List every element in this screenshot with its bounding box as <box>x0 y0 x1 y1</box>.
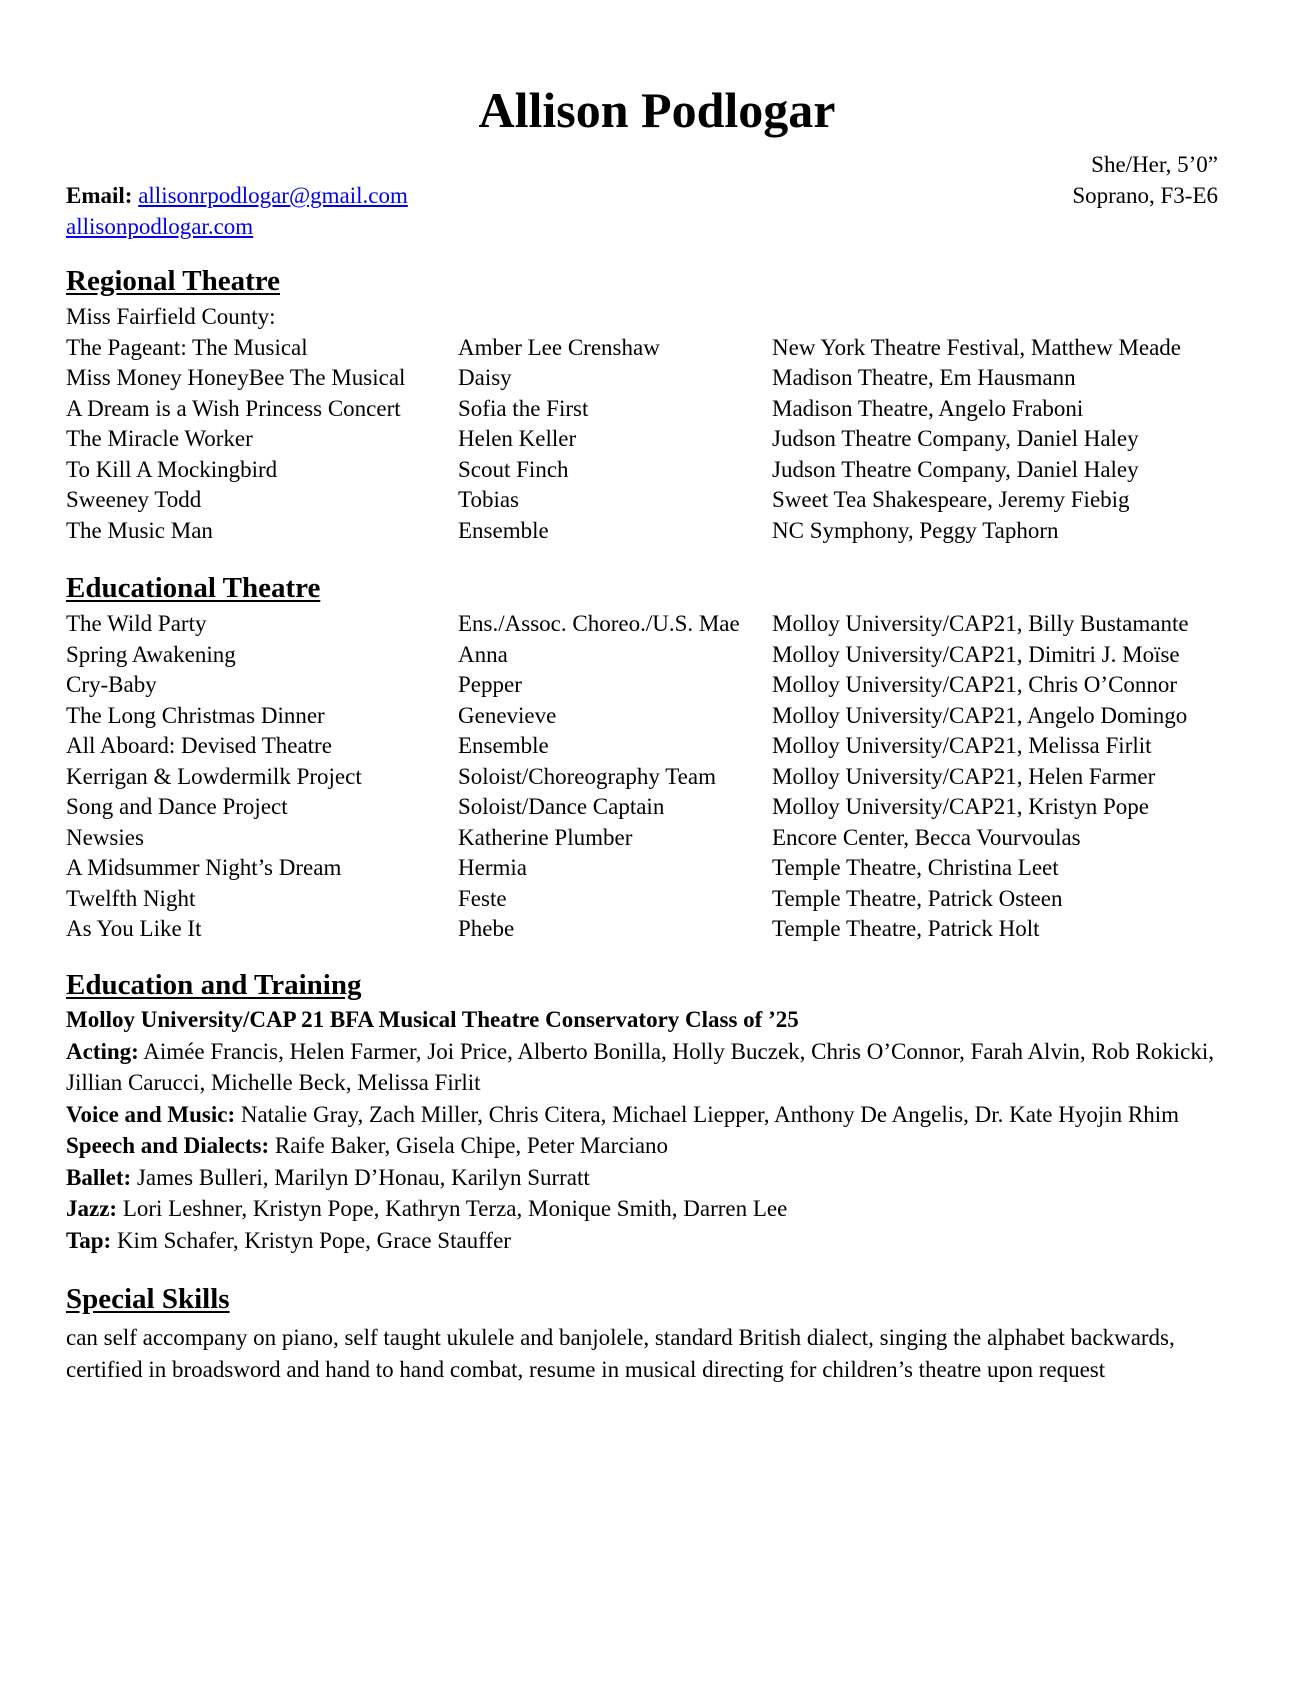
credit-row <box>66 823 1256 854</box>
show-title: The Long Christmas Dinner <box>66 702 325 728</box>
show-title: The Pageant: The Musical <box>66 334 308 360</box>
company-director: NC Symphony, Peggy Taphorn <box>772 517 1059 543</box>
resume-name: Allison Podlogar <box>478 82 836 138</box>
training-label: Voice and Music: <box>66 1101 236 1127</box>
show-title: Spring Awakening <box>66 641 236 667</box>
training-teachers: Aimée Francis, Helen Farmer, Joi Price, Alberto Bonilla, Holly Buczek, Chris O’Connor, Farah Alvin, Rob Rokicki, Jillian Carucci, Michelle Beck, Melissa Firlit <box>66 1038 1214 1095</box>
company-director: Molloy University/CAP21, Helen Farmer <box>772 763 1156 789</box>
show-title: Song and Dance Project <box>66 794 288 819</box>
show-title: The Music Man <box>66 517 213 543</box>
training-label: Tap: <box>66 1227 112 1253</box>
training-label: Jazz: <box>66 1196 118 1221</box>
company-director: Temple Theatre, Patrick Holt <box>772 916 1040 941</box>
section-title: Regional Theatre <box>66 265 281 297</box>
website-link[interactable]: allisonpodlogar.com <box>66 214 254 239</box>
educational-theatre-section <box>66 569 1256 945</box>
role-name: Helen Keller <box>458 426 577 451</box>
role-name: Soloist/Choreography Team <box>458 763 716 789</box>
credit-row <box>66 485 1256 516</box>
show-title: Sweeney Todd <box>66 487 202 512</box>
section-title: Special Skills <box>66 1283 230 1315</box>
company-director: Encore Center, Becca Vourvoulas <box>772 824 1081 850</box>
show-title: The Miracle Worker <box>66 426 253 451</box>
company-director: Judson Theatre Company, Daniel Haley <box>772 426 1139 451</box>
role-name: Tobias <box>458 487 519 512</box>
training-line <box>66 1130 1256 1162</box>
show-title: To Kill A Mockingbird <box>66 456 278 482</box>
email-line <box>66 180 408 211</box>
company-director: Madison Theatre, Em Hausmann <box>772 365 1076 390</box>
training-line <box>66 1162 1256 1194</box>
section-title: Education and Training <box>66 969 362 1001</box>
credit-row <box>66 363 1256 394</box>
educational-credits <box>66 609 1256 945</box>
credit-row <box>66 731 1256 762</box>
role-name: Katherine Plumber <box>458 824 633 850</box>
company-director: Madison Theatre, Angelo Fraboni <box>772 395 1084 421</box>
training-teachers: Lori Leshner, Kristyn Pope, Kathryn Terza, Monique Smith, Darren Lee <box>117 1196 788 1221</box>
company-director: Temple Theatre, Christina Leet <box>772 855 1059 880</box>
role-name: Sofia the First <box>458 395 589 421</box>
training-label: Speech and Dialects: <box>66 1133 270 1158</box>
degree: Molloy University/CAP 21 BFA Musical Theatre Conservatory Class of ’25 <box>66 1007 799 1032</box>
role-name: Phebe <box>458 916 515 941</box>
credit-row <box>66 333 1256 364</box>
role-name: Hermia <box>458 855 527 880</box>
company-director: Sweet Tea Shakespeare, Jeremy Fiebig <box>772 487 1130 512</box>
credit-row <box>66 609 1256 640</box>
credit-row <box>66 670 1256 701</box>
contact-info <box>66 180 408 242</box>
role-name: Ensemble <box>458 517 549 543</box>
show-title: A Midsummer Night’s Dream <box>66 855 342 880</box>
website-line <box>66 211 408 242</box>
show-title: Cry-Baby <box>66 672 157 697</box>
company-director: Molloy University/CAP21, Dimitri J. Moïse <box>772 641 1180 667</box>
show-title: Twelfth Night <box>66 885 196 911</box>
education-section <box>66 966 1256 1256</box>
degree-line <box>66 1004 1256 1036</box>
role-name: Feste <box>458 885 507 911</box>
skills-section <box>66 1280 1256 1386</box>
company-director: Temple Theatre, Patrick Osteen <box>772 885 1063 911</box>
training-line <box>66 1225 1256 1257</box>
credit-row <box>66 394 1256 425</box>
company-director: New York Theatre Festival, Matthew Meade <box>772 334 1182 360</box>
company-director: Judson Theatre Company, Daniel Haley <box>772 456 1139 482</box>
pronouns-height: She/Her, 5’0” <box>1091 152 1218 177</box>
training-label: Acting: <box>66 1038 139 1064</box>
company-director: Molloy University/CAP21, Billy Bustamante <box>772 611 1189 636</box>
vitals <box>1072 149 1218 211</box>
show-title: Miss Money HoneyBee The Musical <box>66 365 406 390</box>
show-title: The Wild Party <box>66 611 207 636</box>
company-director: Molloy University/CAP21, Melissa Firlit <box>772 733 1152 758</box>
show-title: Kerrigan & Lowdermilk Project <box>66 763 362 789</box>
role-name: Soloist/Dance Captain <box>458 794 665 819</box>
training-teachers: James Bulleri, Marilyn D’Honau, Karilyn Surratt <box>131 1164 590 1190</box>
voice-range: Soprano, F3-E6 <box>1072 183 1218 208</box>
credit-row <box>66 516 1256 547</box>
credit-row <box>66 884 1256 915</box>
role-name: Ensemble <box>458 733 549 758</box>
show-title: Newsies <box>66 824 144 850</box>
role-name: Pepper <box>458 672 522 697</box>
training-label: Ballet: <box>66 1164 132 1190</box>
show-title: As You Like It <box>66 916 202 941</box>
training-line <box>66 1099 1256 1131</box>
show-title: All Aboard: Devised Theatre <box>66 733 332 758</box>
skills-text: can self accompany on piano, self taught ukulele and banjolele, standard British dialect, singing the alphabet backwards, certified in broadsword and hand to hand combat, resume in musical directing for children’s theatre upon request <box>66 1325 1175 1382</box>
role-name: Scout Finch <box>458 456 569 482</box>
role-name: Daisy <box>458 365 512 390</box>
show-title: Miss Fairfield County: <box>66 304 276 329</box>
credit-row <box>66 762 1256 793</box>
credit-row <box>66 914 1256 945</box>
role-name: Ens./Assoc. Choreo./U.S. Mae <box>458 611 740 636</box>
company-director: Molloy University/CAP21, Kristyn Pope <box>772 794 1149 819</box>
role-name: Anna <box>458 641 508 667</box>
role-name: Genevieve <box>458 702 557 728</box>
credit-row <box>66 853 1256 884</box>
regional-theatre-section <box>66 262 1256 546</box>
training-teachers: Raife Baker, Gisela Chipe, Peter Marciano <box>269 1133 669 1158</box>
training-teachers: Kim Schafer, Kristyn Pope, Grace Stauffer <box>111 1227 511 1253</box>
credit-row <box>66 424 1256 455</box>
company-director: Molloy University/CAP21, Angelo Domingo <box>772 702 1188 728</box>
credit-row <box>66 701 1256 732</box>
credit-row <box>66 792 1256 823</box>
training-line <box>66 1036 1256 1099</box>
credit-row <box>66 455 1256 486</box>
show-title: A Dream is a Wish Princess Concert <box>66 395 401 421</box>
email-label: Email: <box>66 183 133 208</box>
email-link[interactable]: allisonrpodlogar@gmail.com <box>138 183 408 208</box>
role-name: Amber Lee Crenshaw <box>458 334 660 360</box>
credit-row <box>66 640 1256 671</box>
company-director: Molloy University/CAP21, Chris O’Connor <box>772 672 1178 697</box>
section-title: Educational Theatre <box>66 572 321 604</box>
credit-pre-line <box>66 302 1256 333</box>
training-teachers: Natalie Gray, Zach Miller, Chris Citera, Michael Liepper, Anthony De Angelis, Dr. Kate Hyojin Rhim <box>235 1101 1180 1127</box>
training-lines <box>66 1036 1256 1257</box>
regional-credits <box>66 333 1256 547</box>
training-line <box>66 1193 1256 1225</box>
